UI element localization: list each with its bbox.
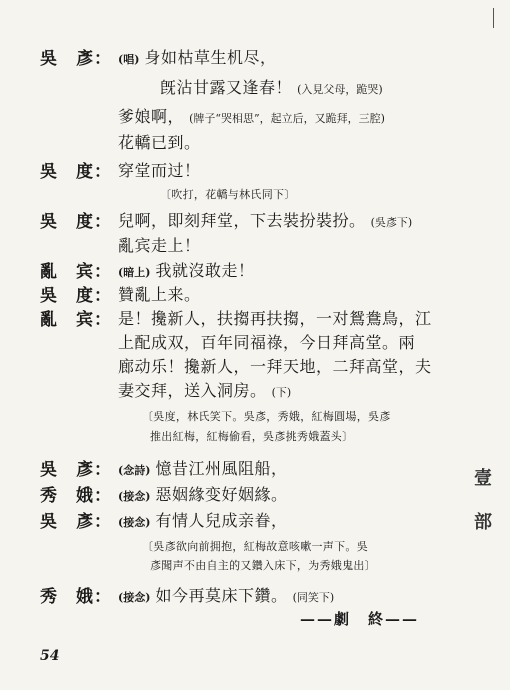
dialogue-line xyxy=(118,45,277,68)
delivery-tag: (暗上) xyxy=(118,266,151,279)
dialogue-text: 花轎已到。 xyxy=(118,133,201,152)
dialogue-line xyxy=(118,282,201,305)
dialogue-text: 如今再莫床下鑽。 xyxy=(155,586,288,605)
dialogue-line xyxy=(118,508,288,531)
dialogue-text: 兒啊，即刻拜堂，下去裝扮裝扮。 xyxy=(118,211,366,230)
dialogue-line xyxy=(118,130,201,153)
speaker-label: 吳 彥： xyxy=(40,512,112,532)
dialogue-text: 上配成双，百年同福祿，今日拜高堂。兩 xyxy=(118,333,416,352)
stage-note: (吳彥下) xyxy=(370,216,413,229)
stage-direction: 推出紅梅，紅梅偷看，吳彥挑秀娥蓋头〕 xyxy=(150,430,354,443)
dialogue-line xyxy=(118,233,201,256)
stage-direction: 〔吳彥欲向前拥抱，紅梅故意咳嗽一声下。吳 xyxy=(142,540,368,553)
stage-note: (入見父母，跪哭) xyxy=(297,83,383,96)
dialogue-line xyxy=(118,482,288,505)
dialogue-line xyxy=(160,75,383,98)
margin-text-top: 壹 xyxy=(474,468,492,489)
stage-note: (同笑下) xyxy=(292,591,335,604)
dialogue-text: 穿堂而过！ xyxy=(118,161,201,180)
dialogue-line xyxy=(118,104,385,127)
stage-note: (牌子“哭相思”，起立后，又跪拜，三腔) xyxy=(189,112,385,125)
dialogue-text: 我就沒敢走！ xyxy=(155,261,255,280)
speaker-label: 秀 娥： xyxy=(40,486,112,506)
dialogue-text: 身如枯草生机尽， xyxy=(144,48,277,67)
dialogue-text: 是！攙新人，扶搊再扶搊，一对鴛鴦鳥，江 xyxy=(118,309,432,328)
dialogue-line xyxy=(118,158,201,181)
dialogue-text: 爹娘啊， xyxy=(118,107,185,126)
stage-direction: 〔吳度，林氏笑下。吳彥，秀娥，紅梅圓場，吳彥 xyxy=(142,410,391,423)
speaker-label: 吳 彥： xyxy=(40,460,112,480)
dialogue-text: 憶昔江州風阻船， xyxy=(155,459,288,478)
delivery-tag: (唱) xyxy=(118,53,140,66)
delivery-tag: (接念) xyxy=(118,516,151,529)
speaker-label: 亂 宾： xyxy=(40,310,112,330)
speaker-label: 亂 宾： xyxy=(40,262,112,282)
dialogue-line xyxy=(118,378,291,401)
stage-direction: 〔吹打，花轎与林氏同下〕 xyxy=(160,188,296,201)
dialogue-text: 有情人兒成亲眷， xyxy=(155,511,288,530)
stage-note: (下) xyxy=(271,386,292,399)
speaker-label: 秀 娥： xyxy=(40,587,112,607)
dialogue-text: 旣沾甘露又逢春！ xyxy=(160,78,293,97)
delivery-tag: (接念) xyxy=(118,490,151,503)
speaker-label: 吳 度： xyxy=(40,212,112,232)
dialogue-line xyxy=(118,583,334,606)
dialogue-text: 惡姻緣变好姻緣。 xyxy=(155,485,288,504)
delivery-tag: (接念) xyxy=(118,591,151,604)
margin-text-bottom: 部 xyxy=(474,512,492,533)
page-number: 54 xyxy=(40,648,60,664)
dialogue-line xyxy=(118,330,415,353)
dialogue-text: 妻交拜，送入洞房。 xyxy=(118,381,267,400)
speaker-label: 吳 度： xyxy=(40,162,112,182)
dialogue-line xyxy=(118,456,288,479)
dialogue-line xyxy=(118,208,412,231)
speaker-label: 吳 彥： xyxy=(40,49,112,69)
end-of-play-marker: ——劇 終—— xyxy=(300,610,420,628)
top-margin-mark xyxy=(493,8,494,28)
dialogue-text: 亂宾走上！ xyxy=(118,236,201,255)
dialogue-line xyxy=(118,354,432,377)
dialogue-text: 贊亂上来。 xyxy=(118,285,201,304)
dialogue-text: 廊动乐！攙新人，一拜天地，二拜高堂，夫 xyxy=(118,357,432,376)
speaker-label: 吳 度： xyxy=(40,286,112,306)
dialogue-line xyxy=(118,306,432,329)
stage-direction: 彥聞声不由自主的又鑽入床下，为秀娥鬼出〕 xyxy=(150,559,376,572)
delivery-tag: (念詩) xyxy=(118,464,151,477)
dialogue-line xyxy=(118,258,255,281)
